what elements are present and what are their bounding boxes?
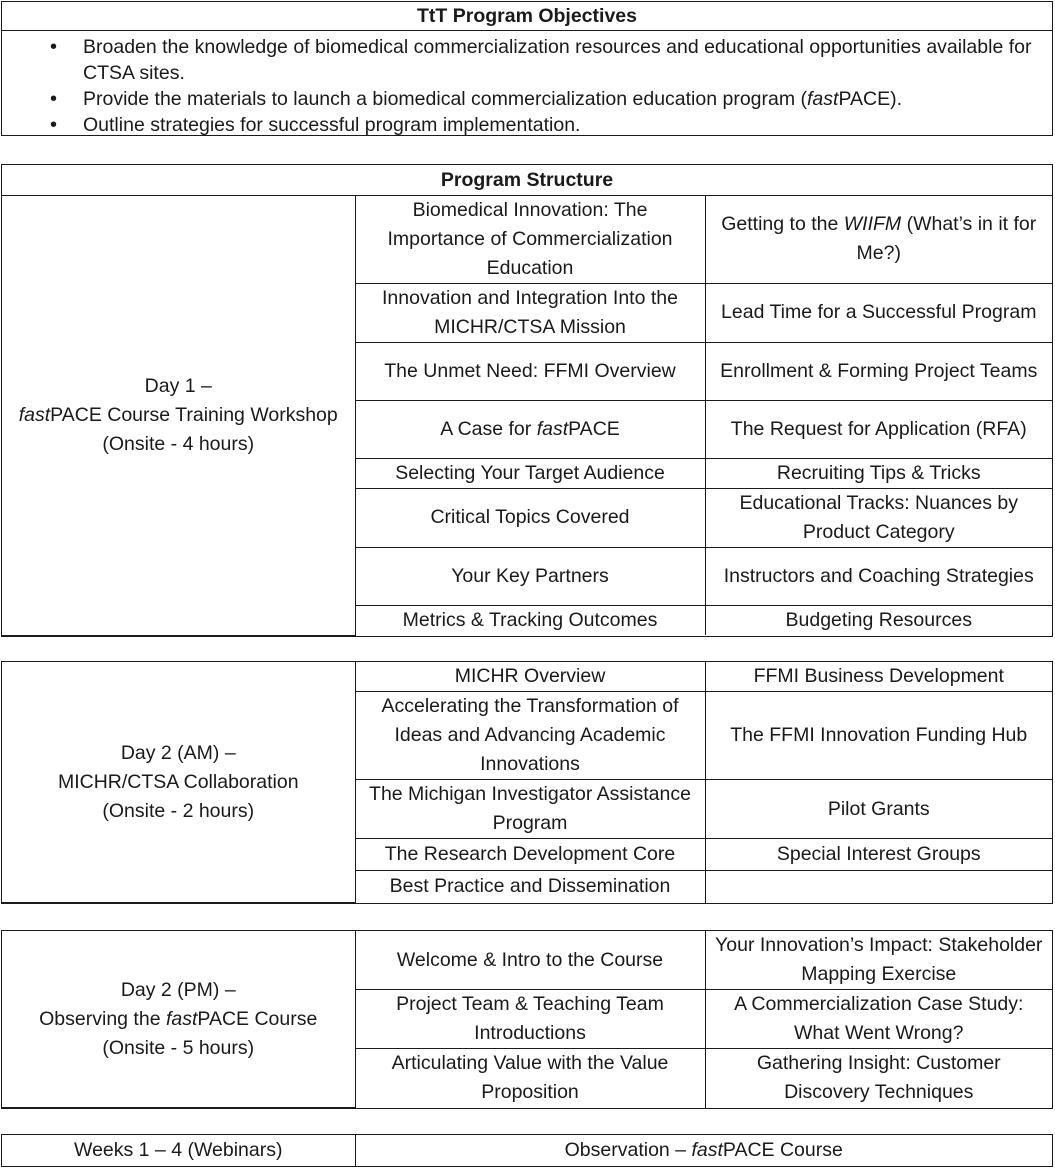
objectives-title: TtT Program Objectives [2,2,1052,31]
topic-cell: Biomedical Innovation: The Importance of Commercialization Education [355,195,705,283]
objectives-box [1,1,1053,136]
day2-am-label: Day 2 (AM) – MICHR/CTSA Collaboration (Onsite - 2 hours) [2,662,355,903]
topic-cell: Instructors and Coaching Strategies [705,547,1052,605]
topic-cell: Getting to the WIIFM (What’s in it for Me?) [705,195,1052,283]
topic-cell: Critical Topics Covered [355,488,705,547]
objective-item: • Outline strategies for successful program implementation. [2,112,1052,138]
topic-cell: Articulating Value with the Value Proposition [355,1049,705,1108]
topic-cell: The Unmet Need: FFMI Overview [355,342,705,400]
topic-cell: Pilot Grants [705,780,1052,839]
topic-cell: Lead Time for a Successful Program [705,283,1052,342]
objectives-list [2,31,1052,138]
objective-item: • Broaden the knowledge of biomedical commercialization resources and educational opportunities available for CTSA sites. [2,34,1052,86]
topic-cell: Best Practice and Dissemination [355,871,705,903]
topic-cell: MICHR Overview [355,662,705,692]
topic-cell: Educational Tracks: Nuances by Product Category [705,488,1052,547]
topic-cell: Project Team & Teaching Team Introductions [355,990,705,1049]
program-structure-table [1,164,1053,637]
day1-label: Day 1 – fastPACE Course Training Workshop (Onsite - 4 hours) [2,195,355,635]
topic-cell: Your Innovation’s Impact: Stakeholder Mapping Exercise [705,931,1052,990]
day2-pm-table [1,930,1053,1109]
topic-cell: The FFMI Innovation Funding Hub [705,692,1052,780]
topic-cell: A Case for fastPACE [355,400,705,458]
topic-cell: Selecting Your Target Audience [355,458,705,488]
empty-cell [705,871,1052,903]
weeks-table [1,1134,1053,1167]
topic-cell: Innovation and Integration Into the MICHR/CTSA Mission [355,283,705,342]
topic-cell: The Michigan Investigator Assistance Program [355,780,705,839]
topic-cell: Enrollment & Forming Project Teams [705,342,1052,400]
weeks-value: Observation – fastPACE Course [355,1135,1052,1166]
topic-cell: Your Key Partners [355,547,705,605]
topic-cell: Welcome & Intro to the Course [355,931,705,990]
topic-cell: Accelerating the Transformation of Ideas and Advancing Academic Innovations [355,692,705,780]
topic-cell: Special Interest Groups [705,839,1052,871]
structure-title: Program Structure [2,165,1052,195]
weeks-label: Weeks 1 – 4 (Webinars) [2,1135,355,1166]
day2-am-table [1,661,1053,904]
topic-cell: Metrics & Tracking Outcomes [355,605,705,635]
topic-cell: The Request for Application (RFA) [705,400,1052,458]
topic-cell: Gathering Insight: Customer Discovery Techniques [705,1049,1052,1108]
topic-cell: Budgeting Resources [705,605,1052,635]
topic-cell: Recruiting Tips & Tricks [705,458,1052,488]
topic-cell: A Commercialization Case Study: What Went Wrong? [705,990,1052,1049]
day2-pm-label: Day 2 (PM) – Observing the fastPACE Course (Onsite - 5 hours) [2,931,355,1108]
topic-cell: FFMI Business Development [705,662,1052,692]
topic-cell: The Research Development Core [355,839,705,871]
objective-item: • Provide the materials to launch a biomedical commercialization education program (fastPACE). [2,86,1052,112]
